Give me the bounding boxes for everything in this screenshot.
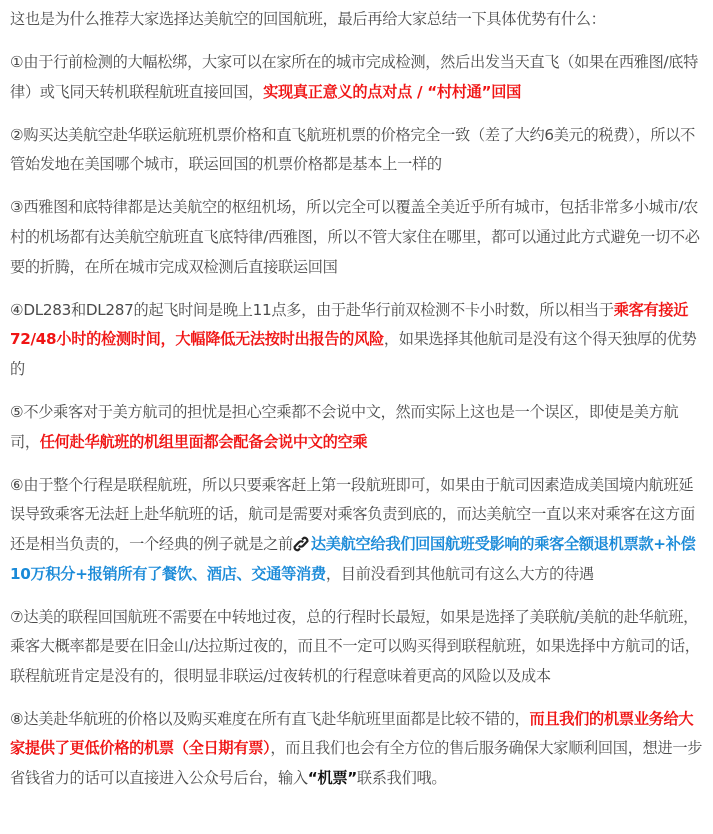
point-8-text: ⑧达美赴华航班的价格以及购买难度在所有直飞赴华航班里面都是比较不错的， bbox=[10, 709, 530, 728]
point-1-highlight: 实现真正意义的点对点 / “村村通”回国 bbox=[263, 82, 521, 101]
point-6 bbox=[10, 471, 705, 589]
intro-paragraph bbox=[10, 5, 705, 35]
link-icon bbox=[293, 536, 309, 552]
point-4-text: ④DL283和DL287的起飞时间是晚上11点多，由于赴华行前双检测不卡小时数，所以相当于 bbox=[10, 300, 614, 319]
point-5-text: ⑤不少乘客对于美方航司的担忧是担心空乘都不会说中文，然而实际上这也是一个误区，即使是美方航司， bbox=[10, 403, 679, 451]
point-1-text: ①由于行前检测的大幅松绑，大家可以在家所在的城市完成检测，然后出发当天直飞（如果在西雅图/底特律）或飞同天转机联程航班直接回国， bbox=[10, 53, 699, 101]
point-4-highlight: 乘客有接近72/48小时的检测时间，大幅降低无法按时出报告的风险 bbox=[10, 300, 689, 349]
point-8-text-end: 联系我们哦。 bbox=[356, 769, 447, 788]
point-7 bbox=[10, 603, 705, 692]
point-5 bbox=[10, 398, 705, 457]
point-8-highlight: 而且我们的机票业务给大家提供了更低价格的机票（全日期有票） bbox=[10, 709, 694, 758]
keyword-ticket: “机票” bbox=[307, 769, 357, 788]
point-3-text: ③西雅图和底特律都是达美航空的枢纽机场，所以完全可以覆盖全美近乎所有城市，包括非常多小城市/农村的机场都有达美航空航班直飞底特律/西雅图，所以不管大家住在哪里，都可以通过此方式避免一切不必要的折腾，在所在城市完成双检测后直接联运回国 bbox=[10, 198, 700, 276]
point-2 bbox=[10, 121, 705, 180]
point-7-text: ⑦达美的联程回国航班不需要在中转地过夜，总的行程时长最短，如果是选择了美联航/美航的赴华航班，乘客大概率都是要在旧金山/达拉斯过夜的，而且不一定可以购买得到联程航班，如果选择中方航司的话，联程航班肯定是没有的，很明显非联运/过夜转机的行程意味着更高的风险以及成本 bbox=[10, 607, 700, 685]
point-5-highlight: 任何赴华航班的机组里面都会配备会说中文的空乘 bbox=[39, 432, 368, 451]
point-3 bbox=[10, 193, 705, 282]
point-8-text-mid: ，而且我们也会有全方位的售后服务确保大家顺利回国，想进一步省钱省力的话可以直接进入公众号后台，输入 bbox=[10, 739, 703, 788]
point-4-text-end: ，如果选择其他航司是没有这个得天独厚的优势的 bbox=[10, 330, 697, 378]
point-4 bbox=[10, 296, 705, 385]
article-link[interactable]: 达美航空给我们回国航班受影响的乘客全额退机票款+补偿10万积分+报销所有了餐饮、酒店、交通等消费 bbox=[10, 534, 696, 583]
point-6-text: ⑥由于整个行程是联程航班，所以只要乘客赶上第一段航班即可，如果由于航司因素造成美国境内航班延误导致乘客无法赶上赴华航班的话，航司是需要对乘客负责到底的，而达美航空一直以来对乘客在这方面还是相当负责的，一个经典的例子就是之前 bbox=[10, 475, 695, 553]
point-2-text: ②购买达美航空赴华联运航班机票价格和直飞航班机票的价格完全一致（差了大约6美元的税费），所以不管始发地在美国哪个城市，联运回国的机票价格都是基本上一样的 bbox=[10, 125, 696, 174]
point-1 bbox=[10, 48, 705, 107]
point-6-text-end: ，目前没看到其他航司有这么大方的待遇 bbox=[325, 564, 594, 583]
intro-text: 这也是为什么推荐大家选择达美航空的回国航班，最后再给大家总结一下具体优势有什么： bbox=[10, 10, 606, 28]
point-8 bbox=[10, 705, 705, 794]
